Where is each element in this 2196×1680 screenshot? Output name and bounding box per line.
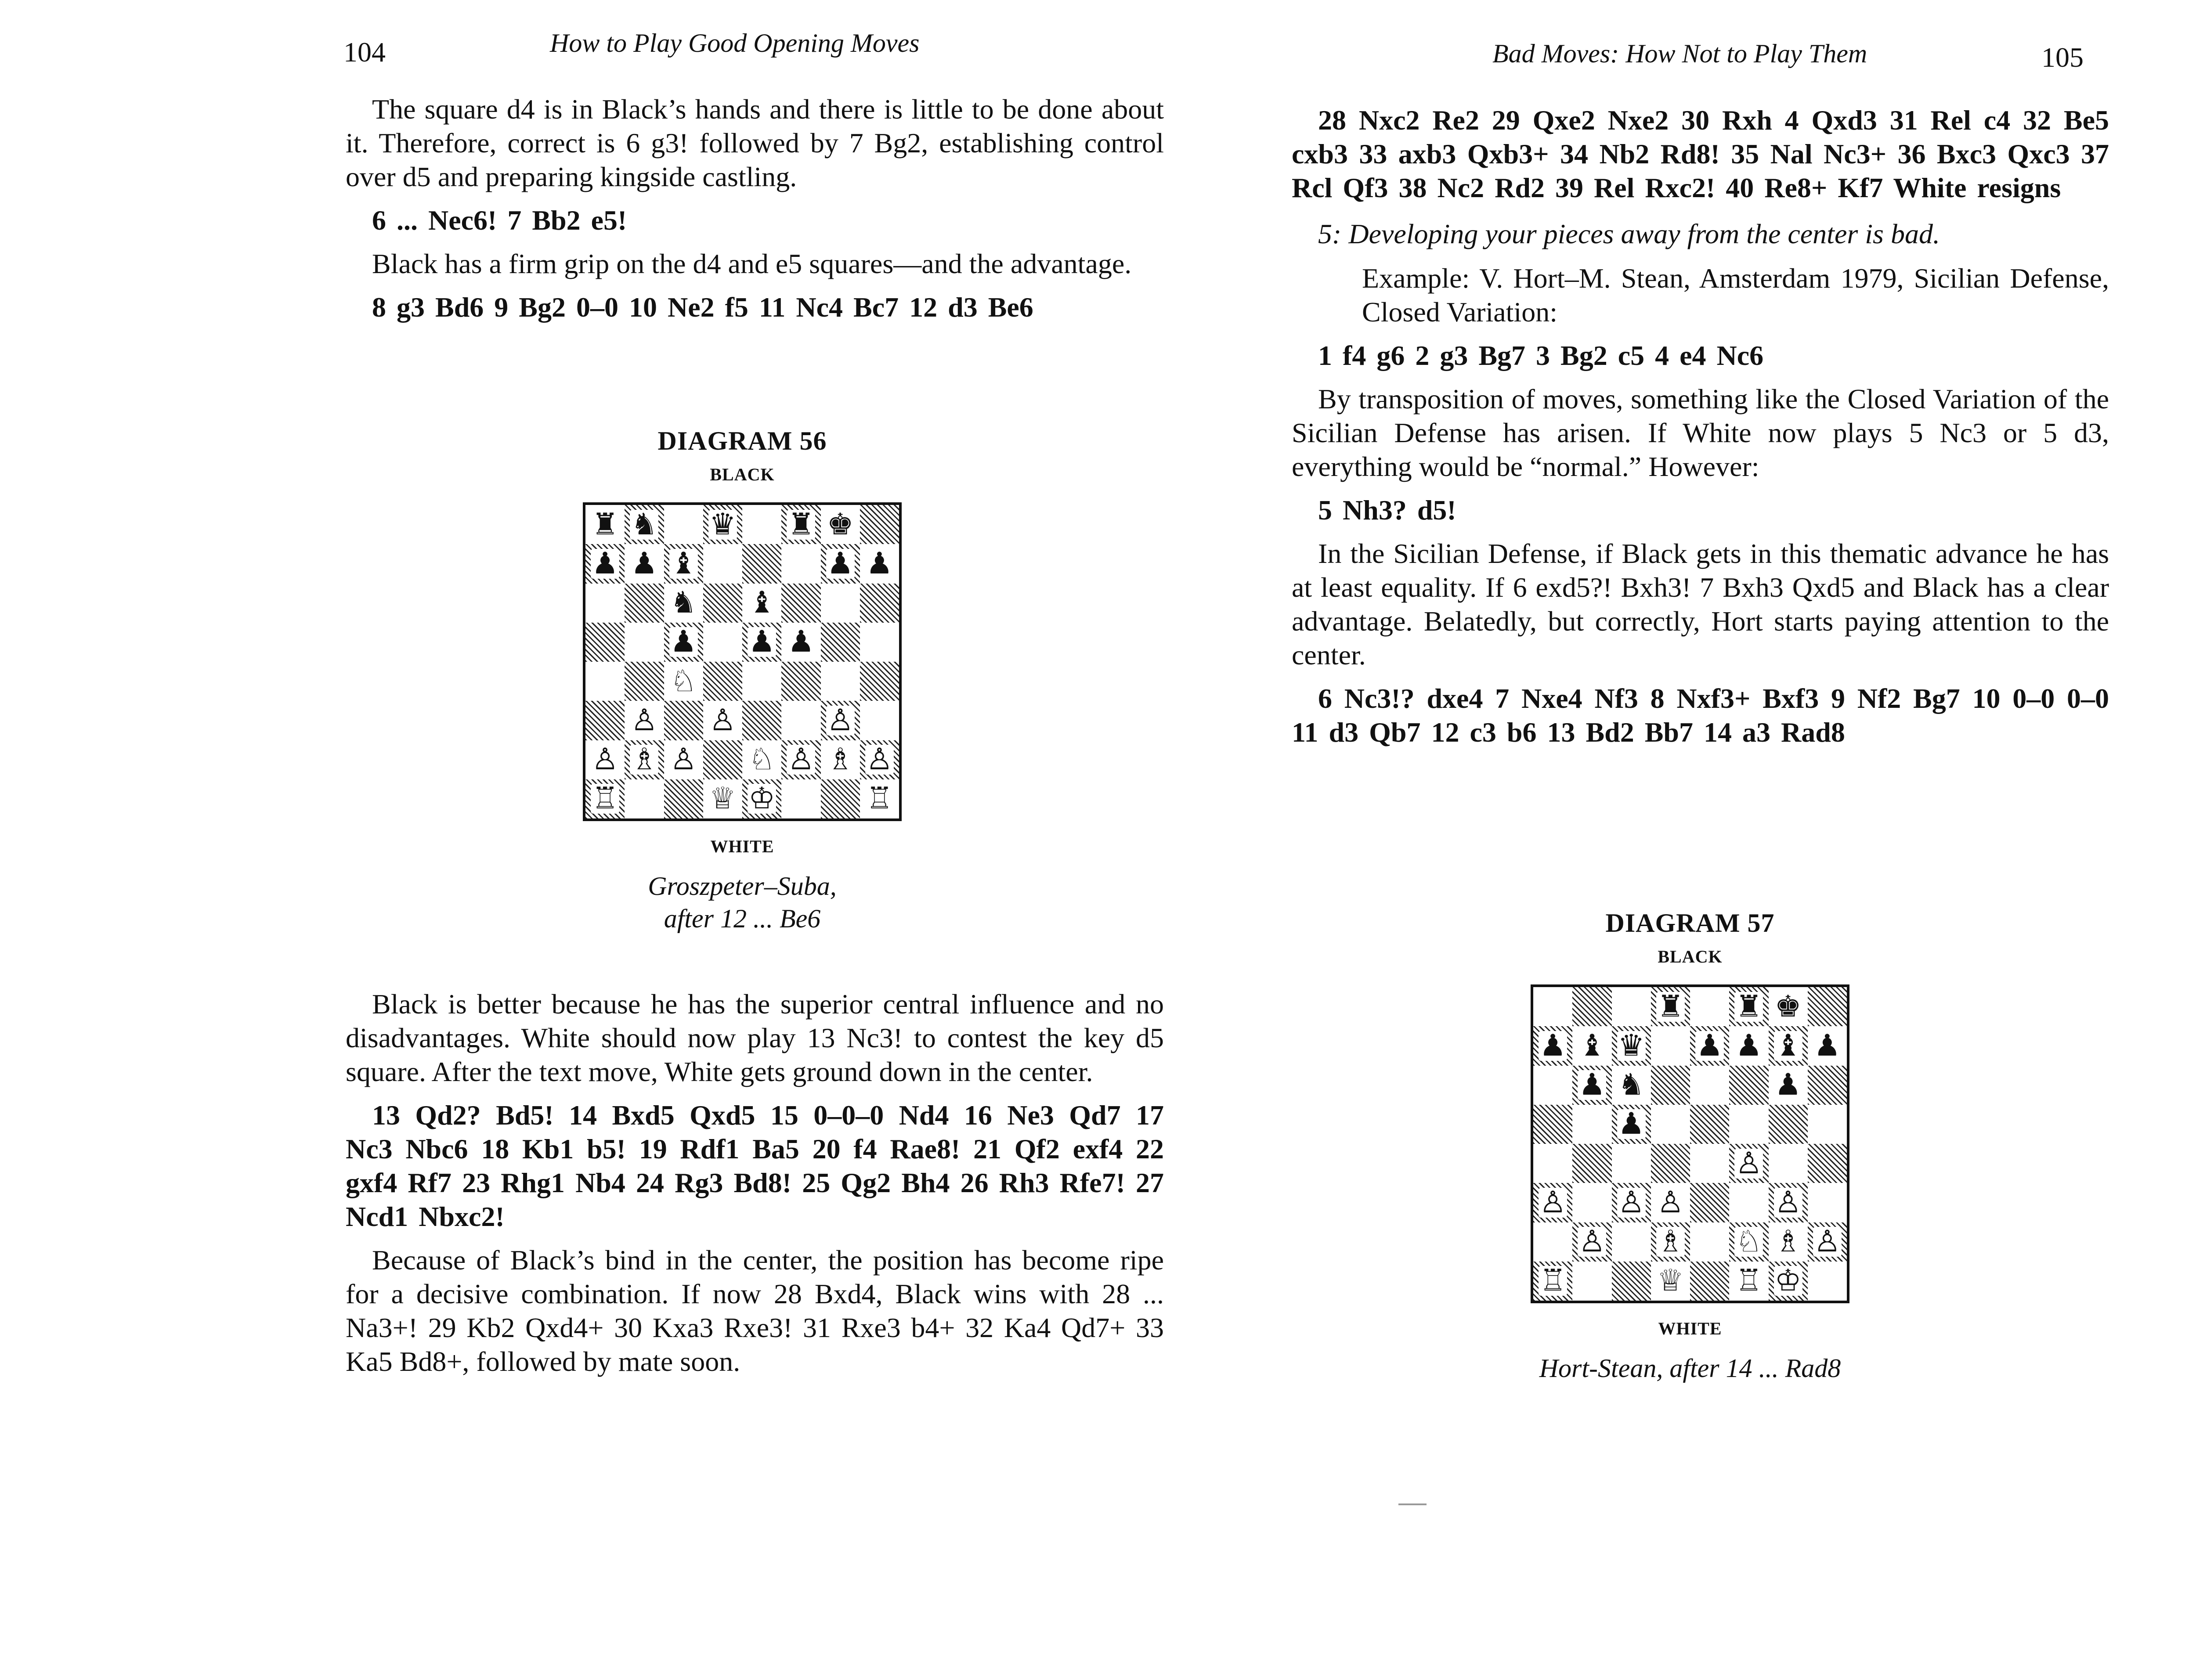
- chess-piece: ♘: [1735, 1224, 1763, 1259]
- board-square: [1651, 1066, 1690, 1105]
- chess-piece: ♟: [827, 546, 854, 581]
- chess-piece: ♟: [592, 546, 619, 581]
- board-square: [1533, 1066, 1572, 1105]
- board-square: [625, 779, 664, 818]
- board-square: [821, 505, 860, 544]
- board-square: [781, 505, 820, 544]
- board-square: [585, 662, 625, 701]
- board-square: [1533, 1026, 1572, 1065]
- board-square: [664, 701, 703, 740]
- board-square: [1651, 1183, 1690, 1222]
- board-square: [821, 701, 860, 740]
- board-square: [1572, 1066, 1611, 1105]
- chess-piece: ♟: [670, 624, 697, 660]
- board-square: [781, 740, 820, 779]
- board-square: [860, 505, 899, 544]
- chess-piece: ♖: [592, 781, 619, 816]
- board-square: [1572, 1183, 1611, 1222]
- board-square: [664, 544, 703, 583]
- board-square: [1533, 1222, 1572, 1262]
- chess-piece: ♝: [670, 546, 697, 581]
- board-square: [781, 662, 820, 701]
- chess-piece: ♟: [748, 624, 776, 660]
- board-square: [1533, 1144, 1572, 1183]
- chess-piece: ♘: [748, 742, 776, 777]
- right-page: [1154, 0, 2196, 1680]
- board-square: [703, 662, 742, 701]
- chess-piece: ♝: [1774, 1028, 1802, 1063]
- board-square: [1651, 987, 1690, 1026]
- chess-piece: ♖: [866, 781, 893, 816]
- chess-piece: ♗: [1657, 1224, 1684, 1259]
- chess-piece: ♕: [709, 781, 736, 816]
- board-square: [821, 623, 860, 662]
- move-list: 8 g3 Bd6 9 Bg2 0–0 10 Ne2 f5 11 Nc4 Bc7 12 d3 Be6: [372, 292, 1033, 323]
- running-head: How to Play Good Opening Moves: [550, 29, 920, 58]
- chess-piece: ♞: [670, 585, 697, 620]
- board-square: [1612, 1026, 1651, 1065]
- diagram-title: DIAGRAM 56: [657, 426, 827, 455]
- board-square: [625, 701, 664, 740]
- board-square: [1690, 1066, 1729, 1105]
- diagram-bottom-label: WHITE: [1658, 1319, 1722, 1338]
- board-square: [585, 740, 625, 779]
- board-square: [1690, 1105, 1729, 1144]
- caption-line: Groszpeter–Suba,: [648, 872, 837, 901]
- chess-piece: ♙: [1774, 1185, 1802, 1220]
- board-square: [1533, 1262, 1572, 1301]
- board-square: [1729, 1026, 1768, 1065]
- board-square: [1769, 1026, 1808, 1065]
- chess-piece: ♘: [670, 663, 697, 699]
- board-square: [742, 662, 781, 701]
- board-square: [860, 779, 899, 818]
- page-number: 105: [2041, 42, 2084, 73]
- board-square: [1769, 1183, 1808, 1222]
- board-square: [1769, 1066, 1808, 1105]
- board-square: [1690, 1222, 1729, 1262]
- board-square: [860, 544, 899, 583]
- chess-diagram: [1479, 908, 1901, 1384]
- chess-piece: ♔: [748, 781, 776, 816]
- board-square: [625, 662, 664, 701]
- chess-board: [1531, 984, 1849, 1303]
- board-square: [781, 544, 820, 583]
- diagram-title: DIAGRAM 57: [1605, 908, 1775, 937]
- board-square: [664, 623, 703, 662]
- board-square: [1651, 1262, 1690, 1301]
- board-square: [860, 623, 899, 662]
- caption-line: after 12 ... Be6: [664, 904, 821, 933]
- board-square: [1808, 1183, 1847, 1222]
- board-square: [625, 740, 664, 779]
- board-square: [742, 584, 781, 623]
- board-square: [1690, 1262, 1729, 1301]
- board-square: [1572, 1105, 1611, 1144]
- board-square: [1729, 1105, 1768, 1144]
- board-square: [742, 505, 781, 544]
- text-block-bottom: [346, 987, 1164, 1378]
- board-square: [703, 740, 742, 779]
- chess-piece: ♛: [1618, 1028, 1645, 1063]
- chess-piece: ♞: [1618, 1067, 1645, 1103]
- board-square: [1612, 1066, 1651, 1105]
- board-square: [1612, 1183, 1651, 1222]
- board-square: [781, 584, 820, 623]
- paragraph: By transposition of moves, something like the Closed Variation of the Sicilian Defense has arisen. If White now plays 5 Nc3 or 5 d3, everything would be “normal.” However:: [1292, 383, 2109, 482]
- board-square: [625, 505, 664, 544]
- paragraph: The square d4 is in Black’s hands and there is little to be done about it. Therefore, correct is 6 g3! followed by 7 Bg2, establishing control over d5 and preparing kingside castling.: [346, 94, 1164, 192]
- board-square: [664, 505, 703, 544]
- diagram-caption: [531, 870, 953, 935]
- diagram-top-label: BLACK: [1658, 947, 1723, 966]
- move-list: 6 Nc3!? dxe4 7 Nxe4 Nf3 8 Nxf3+ Bxf3 9 Nf2 Bg7 10 0–0 0–0 11 d3 Qb7 12 c3 b6 13 Bd2 Bb7 14 a3 Rad8: [1292, 683, 2109, 748]
- board-square: [585, 584, 625, 623]
- move-list: 13 Qd2? Bd5! 14 Bxd5 Qxd5 15 0–0–0 Nd4 16 Ne3 Qd7 17 Nc3 Nbc6 18 Kb1 b5! 19 Rdf1 Ba5 20 f4 Rae8! 21 Qf2 exf4 22 gxf4 Rf7 23 Rhg1 Nb4 24 Rg3 Bd8! 25 Qg2 Bh4 26 Rh3 Rfe7! 27 Ncd1 Nbxc2!: [346, 1100, 1164, 1232]
- board-square: [1769, 1144, 1808, 1183]
- chess-piece: ♟: [1578, 1067, 1606, 1103]
- move-list: 1 f4 g6 2 g3 Bg7 3 Bg2 c5 4 e4 Nc6: [1318, 340, 1764, 371]
- board-square: [1572, 1026, 1611, 1065]
- paragraph: Black is better because he has the superior central influence and no disadvantages. White should now play 13 Nc3! to contest the key d5 square. After the text move, White gets ground down in the center.: [346, 988, 1164, 1087]
- board-square: [625, 623, 664, 662]
- board-square: [1808, 1222, 1847, 1262]
- chess-piece: ♟: [1813, 1028, 1841, 1063]
- text-block-top: [346, 92, 1164, 324]
- board-square: [742, 740, 781, 779]
- board-square: [860, 584, 899, 623]
- chess-piece: ♜: [1657, 989, 1684, 1024]
- board-square: [703, 701, 742, 740]
- board-square: [703, 544, 742, 583]
- chess-piece: ♖: [1539, 1263, 1567, 1298]
- board-square: [821, 662, 860, 701]
- board-square: [742, 544, 781, 583]
- board-square: [742, 623, 781, 662]
- board-square: [1690, 1026, 1729, 1065]
- board-square: [821, 584, 860, 623]
- move-list: 6 ... Nec6! 7 Bb2 e5!: [372, 205, 627, 236]
- board-square: [1690, 1183, 1729, 1222]
- chess-piece: ♟: [1539, 1028, 1567, 1063]
- board-square: [585, 544, 625, 583]
- chess-piece: ♚: [1774, 989, 1802, 1024]
- board-square: [1769, 1222, 1808, 1262]
- board-square: [781, 623, 820, 662]
- board-square: [703, 779, 742, 818]
- board-square: [1533, 987, 1572, 1026]
- board-square: [860, 740, 899, 779]
- chess-piece: ♜: [787, 507, 815, 542]
- move-list: 5 Nh3? d5!: [1318, 494, 1456, 526]
- board-square: [1729, 1262, 1768, 1301]
- board-square: [1612, 1222, 1651, 1262]
- chess-piece: ♞: [631, 507, 658, 542]
- chess-piece: ♜: [1735, 989, 1763, 1024]
- chess-piece: ♜: [592, 507, 619, 542]
- chess-piece: ♟: [1696, 1028, 1723, 1063]
- board-square: [1612, 987, 1651, 1026]
- running-head: Bad Moves: How Not to Play Them: [1492, 39, 1867, 68]
- chess-piece: ♟: [631, 546, 658, 581]
- chess-piece: ♝: [1578, 1028, 1606, 1063]
- board-square: [742, 779, 781, 818]
- board-square: [1612, 1144, 1651, 1183]
- board-square: [664, 584, 703, 623]
- section-heading: 5: Developing your pieces away from the center is bad.: [1318, 218, 1940, 249]
- board-square: [781, 779, 820, 818]
- chess-piece: ♗: [631, 742, 658, 777]
- chess-piece: ♙: [1539, 1185, 1567, 1220]
- board-square: [585, 701, 625, 740]
- board-square: [742, 701, 781, 740]
- board-square: [1729, 1066, 1768, 1105]
- text-block-top: [1292, 103, 2109, 749]
- chess-piece: ♖: [1735, 1263, 1763, 1298]
- chess-piece: ♗: [827, 742, 854, 777]
- board-square: [1572, 1222, 1611, 1262]
- board-square: [1651, 1222, 1690, 1262]
- chess-piece: ♟: [1618, 1107, 1645, 1142]
- board-square: [664, 662, 703, 701]
- chess-piece: ♟: [1774, 1067, 1802, 1103]
- chess-piece: ♙: [1578, 1224, 1606, 1259]
- example-line: Example: V. Hort–M. Stean, Amsterdam 1979, Sicilian Defense, Closed Variation:: [1362, 263, 2109, 328]
- chess-piece: ♗: [1774, 1224, 1802, 1259]
- diagram-top-label: BLACK: [710, 465, 775, 484]
- board-square: [821, 740, 860, 779]
- board-square: [1729, 1222, 1768, 1262]
- chess-piece: ♟: [866, 546, 893, 581]
- chess-piece: ♙: [592, 742, 619, 777]
- board-square: [1808, 1144, 1847, 1183]
- board-square: [664, 740, 703, 779]
- chess-piece: ♙: [827, 703, 854, 738]
- board-square: [585, 779, 625, 818]
- paragraph: In the Sicilian Defense, if Black gets in this thematic advance he has at least equality. If 6 exd5?! Bxh3! 7 Bxh3 Qxd5 and Black has a clear advantage. Belatedly, but correctly, Hort starts paying attention to the center.: [1292, 538, 2109, 671]
- board-square: [1769, 1105, 1808, 1144]
- board-square: [1651, 1144, 1690, 1183]
- chess-piece: ♙: [1735, 1146, 1763, 1181]
- board-square: [1729, 1144, 1768, 1183]
- board-square: [703, 505, 742, 544]
- board-square: [821, 779, 860, 818]
- board-square: [703, 623, 742, 662]
- board-square: [1808, 1066, 1847, 1105]
- chess-piece: ♙: [787, 742, 815, 777]
- chess-piece: ♙: [866, 742, 893, 777]
- board-square: [625, 584, 664, 623]
- board-square: [1808, 1262, 1847, 1301]
- board-square: [1690, 987, 1729, 1026]
- board-square: [664, 779, 703, 818]
- board-square: [1651, 1105, 1690, 1144]
- chess-piece: ♛: [709, 507, 736, 542]
- board-square: [1533, 1105, 1572, 1144]
- chess-piece: ♙: [670, 742, 697, 777]
- chess-piece: ♙: [631, 703, 658, 738]
- board-square: [821, 544, 860, 583]
- paragraph: Black has a firm grip on the d4 and e5 squares—and the advantage.: [372, 248, 1132, 279]
- board-square: [1572, 1262, 1611, 1301]
- board-square: [1729, 987, 1768, 1026]
- board-square: [1808, 987, 1847, 1026]
- paragraph: Because of Black’s bind in the center, the position has become ripe for a decisive combination. If now 28 Bxd4, Black wins with 28 ... Na3+! 29 Kb2 Qxd4+ 30 Kxa3 Rxe3! 31 Rxe3 b4+ 32 Ka4 Qd7+ 33 Ka5 Bd8+, followed by mate soon.: [346, 1244, 1164, 1377]
- board-square: [625, 544, 664, 583]
- board-square: [1690, 1144, 1729, 1183]
- board-square: [1612, 1105, 1651, 1144]
- board-square: [585, 505, 625, 544]
- board-square: [781, 701, 820, 740]
- chess-board: [583, 502, 902, 821]
- chess-piece: ♟: [787, 624, 815, 660]
- page-number: 104: [343, 36, 386, 68]
- diagram-bottom-label: WHITE: [710, 836, 774, 856]
- chess-diagram: [531, 426, 953, 935]
- chess-piece: ♙: [1618, 1185, 1645, 1220]
- board-square: [1651, 1026, 1690, 1065]
- board-square: [1769, 1262, 1808, 1301]
- chess-piece: ♟: [1735, 1028, 1763, 1063]
- board-square: [1572, 987, 1611, 1026]
- board-square: [1808, 1105, 1847, 1144]
- board-square: [1808, 1026, 1847, 1065]
- board-square: [1612, 1262, 1651, 1301]
- move-list: 28 Nxc2 Re2 29 Qxe2 Nxe2 30 Rxh 4 Qxd3 31 Rel c4 32 Be5 cxb3 33 axb3 Qxb3+ 34 Nb2 Rd8! 35 Nal Nc3+ 36 Bxc3 Qxc3 37 Rcl Qf3 38 Nc2 Rd2 39 Rel Rxc2! 40 Re8+ Kf7 White resigns: [1292, 105, 2109, 203]
- board-square: [860, 701, 899, 740]
- chess-piece: ♝: [748, 585, 776, 620]
- chess-piece: ♙: [709, 703, 736, 738]
- board-square: [1572, 1144, 1611, 1183]
- board-square: [1729, 1183, 1768, 1222]
- chess-piece: ♔: [1774, 1263, 1802, 1298]
- chess-piece: ♙: [1657, 1185, 1684, 1220]
- diagram-caption: Hort-Stean, after 14 ... Rad8: [1539, 1354, 1841, 1383]
- chess-piece: ♙: [1813, 1224, 1841, 1259]
- stray-mark: [1398, 1503, 1427, 1505]
- board-square: [585, 623, 625, 662]
- chess-piece: ♕: [1657, 1263, 1684, 1298]
- board-square: [1769, 987, 1808, 1026]
- board-square: [703, 584, 742, 623]
- board-square: [860, 662, 899, 701]
- board-square: [1533, 1183, 1572, 1222]
- chess-piece: ♚: [827, 507, 854, 542]
